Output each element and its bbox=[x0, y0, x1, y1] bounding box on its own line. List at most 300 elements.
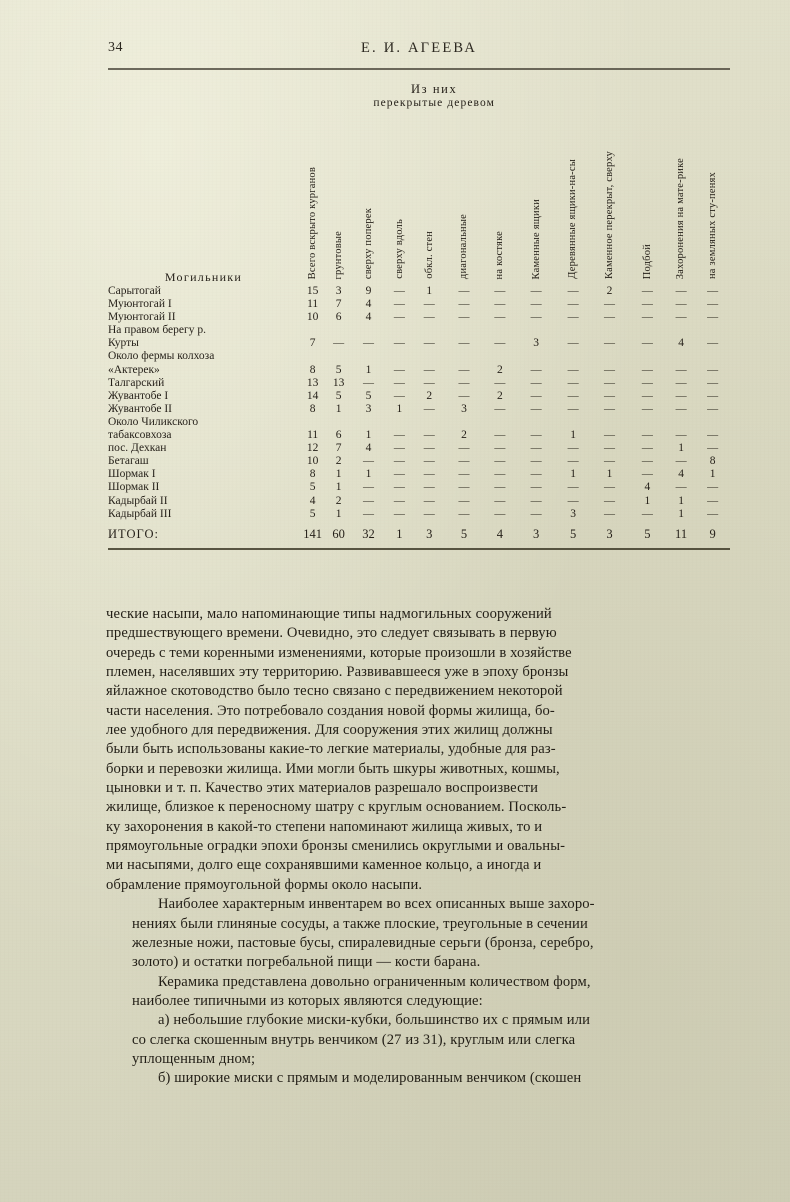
cell-value: — bbox=[641, 442, 653, 455]
cell-value: — bbox=[494, 337, 506, 350]
cell-value: — bbox=[393, 337, 405, 350]
cell-value: 1 bbox=[678, 507, 684, 520]
text-line: уплощенным дном; bbox=[132, 1050, 256, 1067]
cell-value: — bbox=[641, 455, 653, 468]
header-derevyannye-yashchiki: Деревянные ящики-на-сы bbox=[567, 159, 579, 279]
header-na-kostyake: на костяке bbox=[494, 230, 506, 279]
cell-value: 3 bbox=[570, 507, 576, 520]
table-header-group-row bbox=[108, 82, 730, 97]
header-mogilniki: Могильники bbox=[164, 270, 243, 284]
cell-value: — bbox=[675, 455, 687, 468]
text-line: обрамление прямоугольной формы около насыпи. bbox=[106, 876, 423, 893]
text-line: яйлажное скотоводство было тесно связано с передвижением некоторой bbox=[106, 683, 563, 700]
header-zahoroneniya-materik: Захоронения на мате-рике bbox=[675, 157, 687, 279]
total-value: 3 bbox=[426, 526, 433, 541]
cell-value: 8 bbox=[309, 468, 316, 481]
cell-value: — bbox=[530, 468, 542, 481]
body-text bbox=[106, 605, 690, 1089]
cell-value: — bbox=[393, 389, 405, 402]
cell-value: — bbox=[707, 429, 719, 442]
cell-value: — bbox=[494, 481, 506, 494]
cell-value: — bbox=[362, 455, 374, 468]
cell-mogilnik-name: Жувантобе II bbox=[108, 402, 172, 415]
cell-value: — bbox=[641, 468, 653, 481]
cell-value: 1 bbox=[365, 429, 372, 442]
cell-value: — bbox=[423, 429, 435, 442]
cell-value: — bbox=[567, 311, 579, 324]
cell-value: — bbox=[458, 442, 470, 455]
cell-value: — bbox=[603, 376, 615, 389]
cell-mogilnik-name: Бетагаш bbox=[108, 455, 149, 468]
cell-value: — bbox=[423, 337, 435, 350]
cell-value: — bbox=[567, 298, 579, 311]
cell-value: 5 bbox=[335, 363, 342, 376]
cell-value: 11 bbox=[307, 429, 319, 442]
cell-value: — bbox=[458, 455, 470, 468]
text-line: борки и перевозки жилища. Ими могли быть шкуры животных, кошмы, bbox=[106, 760, 560, 777]
cell-value: 4 bbox=[309, 494, 316, 507]
cell-value: — bbox=[423, 311, 435, 324]
cell-mogilnik-name: пос. Дехкан bbox=[108, 442, 167, 455]
cell-mogilnik-name: табаксовхоза bbox=[108, 429, 172, 442]
cell-value: 2 bbox=[335, 494, 342, 507]
table-total-row bbox=[108, 521, 730, 548]
cell-value: 2 bbox=[335, 455, 342, 468]
cell-value: — bbox=[393, 468, 405, 481]
total-value: 5 bbox=[460, 526, 468, 541]
cell-value: 1 bbox=[709, 468, 716, 481]
cell-value: 1 bbox=[678, 494, 684, 507]
total-value: 60 bbox=[332, 526, 345, 541]
cell-value: 9 bbox=[365, 285, 372, 297]
cell-value: 10 bbox=[306, 455, 319, 468]
cell-value: — bbox=[707, 481, 719, 494]
cell-value: — bbox=[530, 389, 542, 402]
cell-value: — bbox=[603, 455, 615, 468]
cell-value: — bbox=[675, 298, 687, 311]
cell-value: — bbox=[603, 481, 615, 494]
cell-value: — bbox=[675, 429, 687, 442]
header-na-zemlyanyh-stupenyah: на земляных сту-пенях bbox=[706, 171, 718, 279]
cell-value: — bbox=[567, 285, 579, 297]
cell-value: — bbox=[423, 298, 435, 311]
cell-value: 5 bbox=[365, 389, 372, 402]
cell-value: 7 bbox=[335, 442, 342, 455]
cell-value: — bbox=[603, 311, 615, 324]
text-line: Наиболее характерным инвентарем во всех описанных выше захоро- bbox=[158, 896, 595, 913]
cell-value: 15 bbox=[306, 285, 319, 297]
cell-value: — bbox=[603, 442, 615, 455]
cell-value: 3 bbox=[335, 285, 342, 297]
cell-value: — bbox=[393, 442, 405, 455]
table-row bbox=[108, 481, 730, 494]
header-kamennoe-perekrytie: Каменное перекрыт, сверху bbox=[603, 151, 615, 279]
total-value: 4 bbox=[496, 526, 503, 541]
cell-value: — bbox=[530, 402, 542, 415]
text-line: б) широкие миски с прямым и моделированным венчиком (скошен bbox=[158, 1070, 582, 1087]
table-row bbox=[108, 455, 730, 468]
cell-mogilnik-name: Кадырбай III bbox=[108, 507, 172, 520]
cell-value: — bbox=[458, 376, 470, 389]
paragraph bbox=[106, 1011, 690, 1069]
cell-value: — bbox=[362, 337, 374, 350]
cell-mogilnik-name: На правом берегу р. bbox=[108, 324, 206, 337]
text-line: Керамика представлена довольно ограниченным количеством форм, bbox=[158, 973, 591, 990]
cell-value: 1 bbox=[335, 507, 342, 520]
cell-value: — bbox=[458, 363, 470, 376]
text-line: жилище, близкое к переносному шатру с круглым основанием. Посколь- bbox=[106, 799, 567, 816]
table-body bbox=[108, 285, 730, 521]
total-label: ИТОГО: bbox=[108, 526, 159, 541]
cell-value: — bbox=[423, 494, 435, 507]
header-group-perekrytye: перекрытые деревом bbox=[373, 97, 495, 109]
text-line: железные ножи, пастовые бусы, спиралевидные серьги (бронза, серебро, bbox=[132, 934, 594, 951]
cell-value: — bbox=[530, 507, 542, 520]
cell-value: — bbox=[494, 468, 506, 481]
table-row bbox=[108, 285, 730, 298]
cell-value: — bbox=[423, 455, 435, 468]
text-line: наиболее типичными из которых являются следующие: bbox=[132, 992, 483, 1009]
cell-value: — bbox=[675, 311, 687, 324]
cell-value: — bbox=[567, 337, 579, 350]
cell-value: — bbox=[641, 507, 653, 520]
cell-value: — bbox=[393, 507, 405, 520]
cell-value: — bbox=[362, 481, 374, 494]
cell-value: — bbox=[603, 389, 615, 402]
cell-value: — bbox=[393, 376, 405, 389]
cell-value: 2 bbox=[496, 363, 503, 376]
cell-value: 8 bbox=[309, 402, 316, 415]
cell-value: — bbox=[567, 376, 579, 389]
cell-value: 1 bbox=[426, 285, 433, 297]
cell-mogilnik-name: Курты bbox=[108, 337, 139, 350]
cell-value: 4 bbox=[365, 442, 372, 455]
cell-value: — bbox=[603, 402, 615, 415]
cell-value: — bbox=[458, 481, 470, 494]
cell-value: 1 bbox=[606, 468, 613, 481]
table-row bbox=[108, 324, 730, 337]
cell-value: — bbox=[393, 429, 405, 442]
table-row bbox=[108, 416, 730, 429]
text-line: ку захоронения в какой-то степени напоминают жилища живых, то и bbox=[106, 818, 543, 835]
cell-mogilnik-name: Муюнтогай I bbox=[108, 298, 172, 311]
cell-value: — bbox=[641, 402, 653, 415]
text-line: предшествующего времени. Очевидно, это следует связывать в первую bbox=[106, 625, 557, 642]
header-podboy: Подбой bbox=[641, 243, 653, 279]
total-value: 141 bbox=[303, 526, 322, 541]
cell-value: — bbox=[603, 363, 615, 376]
cell-value: — bbox=[675, 402, 687, 415]
table-row bbox=[108, 508, 730, 521]
cell-value: 1 bbox=[335, 468, 342, 481]
cell-value: 5 bbox=[335, 389, 342, 402]
cell-value: 6 bbox=[335, 429, 342, 442]
cell-value: — bbox=[393, 494, 405, 507]
cell-value: 5 bbox=[309, 481, 316, 494]
total-value: 9 bbox=[709, 526, 716, 541]
header-sverhu-vdol: сверху вдоль bbox=[393, 219, 405, 279]
table-row bbox=[108, 442, 730, 455]
table-row bbox=[108, 298, 730, 311]
cell-value: — bbox=[707, 337, 719, 350]
cell-value: 1 bbox=[396, 402, 403, 415]
cell-value: — bbox=[494, 442, 506, 455]
header-diagonalnye: диагональные bbox=[458, 213, 470, 279]
cell-value: — bbox=[707, 285, 719, 297]
cell-value: — bbox=[494, 429, 506, 442]
cell-value: — bbox=[707, 376, 719, 389]
cell-value: 14 bbox=[306, 389, 319, 402]
paragraph bbox=[106, 605, 690, 895]
cell-value: — bbox=[567, 442, 579, 455]
cell-value: 3 bbox=[365, 402, 372, 415]
cell-value: 5 bbox=[309, 507, 316, 520]
cell-value: 13 bbox=[306, 376, 319, 389]
kurgan-table-container bbox=[108, 82, 730, 550]
page-number: 34 bbox=[108, 40, 123, 55]
cell-value: 1 bbox=[570, 468, 576, 481]
total-value: 3 bbox=[606, 526, 613, 541]
table-row bbox=[108, 468, 730, 481]
header-group-iz-nih: Из них bbox=[410, 82, 458, 96]
cell-value: — bbox=[494, 298, 506, 311]
cell-value: — bbox=[458, 468, 470, 481]
cell-value: 1 bbox=[644, 494, 651, 507]
total-value: 3 bbox=[533, 526, 540, 541]
cell-value: — bbox=[333, 337, 345, 350]
cell-value: 8 bbox=[709, 455, 716, 468]
cell-value: 4 bbox=[644, 481, 651, 494]
cell-value: — bbox=[458, 285, 470, 297]
cell-value: — bbox=[707, 389, 719, 402]
cell-value: 13 bbox=[332, 376, 345, 389]
cell-value: 4 bbox=[365, 311, 372, 324]
cell-value: — bbox=[362, 376, 374, 389]
table-row bbox=[108, 311, 730, 324]
cell-value: — bbox=[423, 402, 435, 415]
cell-value: — bbox=[707, 494, 719, 507]
cell-value: — bbox=[641, 429, 653, 442]
cell-value: — bbox=[530, 298, 542, 311]
text-line: а) небольшие глубокие миски-кубки, большинство их с прямым или bbox=[158, 1012, 591, 1029]
cell-value: 4 bbox=[365, 298, 372, 311]
cell-value: 2 bbox=[461, 429, 467, 442]
cell-value: — bbox=[567, 389, 579, 402]
text-line: ческие насыпи, мало напоминающие типы надмогильных сооружений bbox=[106, 606, 552, 622]
cell-value: — bbox=[603, 429, 615, 442]
cell-value: — bbox=[393, 481, 405, 494]
table-row bbox=[108, 377, 730, 390]
cell-value: — bbox=[567, 402, 579, 415]
cell-value: — bbox=[393, 363, 405, 376]
header-obkl-sten: обкл. стен bbox=[423, 231, 435, 279]
cell-value: — bbox=[675, 376, 687, 389]
cell-value: — bbox=[567, 363, 579, 376]
cell-value: — bbox=[707, 507, 719, 520]
cell-value: — bbox=[567, 481, 579, 494]
cell-value: — bbox=[603, 507, 615, 520]
cell-value: — bbox=[603, 337, 615, 350]
cell-mogilnik-name: Шормак I bbox=[108, 468, 156, 481]
total-value: 11 bbox=[675, 526, 688, 541]
cell-value: 1 bbox=[678, 442, 684, 455]
header-sverhu-poperek: сверху поперек bbox=[362, 207, 374, 279]
cell-value: — bbox=[494, 402, 506, 415]
table-row bbox=[108, 495, 730, 508]
cell-value: — bbox=[641, 376, 653, 389]
cell-value: — bbox=[641, 363, 653, 376]
paragraph bbox=[106, 895, 690, 972]
cell-value: — bbox=[362, 507, 374, 520]
cell-value: — bbox=[641, 389, 653, 402]
cell-value: — bbox=[707, 363, 719, 376]
cell-value: — bbox=[458, 311, 470, 324]
cell-value: — bbox=[641, 337, 653, 350]
cell-value: — bbox=[530, 455, 542, 468]
cell-value: — bbox=[530, 363, 542, 376]
table-bottom-rule bbox=[108, 548, 730, 550]
cell-mogilnik-name: Муюнтогай II bbox=[108, 311, 176, 324]
cell-value: — bbox=[675, 363, 687, 376]
cell-mogilnik-name: Сарытогай bbox=[108, 285, 161, 297]
cell-value: — bbox=[423, 376, 435, 389]
cell-value: 1 bbox=[570, 429, 576, 442]
cell-value: — bbox=[494, 494, 506, 507]
cell-value: — bbox=[494, 285, 506, 297]
cell-value: 2 bbox=[426, 389, 433, 402]
cell-value: 3 bbox=[533, 337, 540, 350]
cell-mogilnik-name: Талгарский bbox=[108, 376, 165, 389]
cell-value: — bbox=[530, 311, 542, 324]
cell-value: — bbox=[393, 285, 405, 297]
cell-value: — bbox=[530, 442, 542, 455]
cell-value: — bbox=[458, 389, 470, 402]
cell-value: — bbox=[530, 494, 542, 507]
cell-value: — bbox=[362, 494, 374, 507]
cell-value: — bbox=[423, 442, 435, 455]
cell-value: — bbox=[423, 363, 435, 376]
cell-mogilnik-name: Около Чиликского bbox=[108, 415, 199, 428]
cell-value: — bbox=[530, 285, 542, 297]
cell-value: — bbox=[530, 429, 542, 442]
cell-value: 6 bbox=[335, 311, 342, 324]
table-total-body bbox=[108, 521, 730, 548]
cell-value: 4 bbox=[678, 337, 684, 350]
cell-mogilnik-name: Кадырбай II bbox=[108, 494, 168, 507]
cell-value: — bbox=[675, 285, 687, 297]
cell-value: — bbox=[494, 376, 506, 389]
text-line: лее удобного для передвижения. Для сооружения этих жилищ должны bbox=[106, 722, 553, 739]
header-gruntovye: грунтовые bbox=[332, 230, 344, 279]
text-line: были быть использованы какие-то легкие материалы, удобные для раз- bbox=[106, 741, 556, 758]
cell-value: 1 bbox=[365, 363, 372, 376]
cell-mogilnik-name: Жувантобе I bbox=[108, 389, 169, 402]
cell-value: — bbox=[458, 337, 470, 350]
cell-value: 11 bbox=[307, 298, 319, 311]
cell-value: — bbox=[393, 455, 405, 468]
cell-value: 1 bbox=[365, 468, 372, 481]
cell-value: — bbox=[707, 311, 719, 324]
cell-value: — bbox=[641, 285, 653, 297]
text-line: нениях были глиняные сосуды, а также плоские, треугольные в сечении bbox=[132, 915, 588, 932]
cell-mogilnik-name: «Актерек» bbox=[108, 363, 160, 376]
cell-value: 7 bbox=[335, 298, 342, 311]
cell-value: — bbox=[530, 481, 542, 494]
cell-value: 1 bbox=[335, 481, 342, 494]
cell-value: 1 bbox=[335, 402, 342, 415]
cell-value: — bbox=[530, 376, 542, 389]
cell-value: 8 bbox=[309, 363, 316, 376]
cell-value: — bbox=[603, 494, 615, 507]
text-line: цыновки и т. п. Качество этих материалов разрешало воспроизвести bbox=[106, 780, 539, 797]
cell-value: — bbox=[494, 311, 506, 324]
cell-value: — bbox=[423, 481, 435, 494]
table-row bbox=[108, 403, 730, 416]
text-line: племен, населявших эту территорию. Развивавшееся уже в эпоху бронзы bbox=[106, 664, 569, 681]
cell-value: — bbox=[458, 298, 470, 311]
total-value: 5 bbox=[644, 526, 651, 541]
cell-mogilnik-name: Около фермы колхоза bbox=[108, 350, 215, 363]
header-rule bbox=[108, 68, 730, 70]
cell-value: — bbox=[707, 402, 719, 415]
cell-value: 12 bbox=[306, 442, 319, 455]
cell-value: 4 bbox=[678, 468, 684, 481]
cell-value: 2 bbox=[606, 285, 613, 297]
cell-value: — bbox=[458, 507, 470, 520]
cell-value: 3 bbox=[461, 402, 467, 415]
author-name: Е. И. АГЕЕВА bbox=[360, 40, 478, 56]
cell-mogilnik-name: Шормак II bbox=[108, 481, 160, 494]
total-value: 5 bbox=[569, 526, 577, 541]
header-total-kurgans: Всего вскрыто курганов bbox=[306, 166, 318, 279]
cell-value: — bbox=[567, 455, 579, 468]
cell-value: — bbox=[603, 298, 615, 311]
total-value: 1 bbox=[396, 526, 403, 541]
total-value: 32 bbox=[362, 526, 375, 541]
text-line: части населения. Это потребовало создания новой формы жилища, бо- bbox=[106, 702, 555, 719]
text-line: прямоугольные оградки эпохи бронзы сменились округлыми и овальны- bbox=[106, 838, 566, 855]
cell-value: 10 bbox=[306, 311, 319, 324]
table-row bbox=[108, 350, 730, 363]
cell-value: — bbox=[707, 298, 719, 311]
cell-value: — bbox=[423, 468, 435, 481]
cell-value: — bbox=[567, 494, 579, 507]
cell-value: — bbox=[494, 507, 506, 520]
paragraph bbox=[106, 1069, 690, 1088]
text-line: очередь с теми коренными изменениями, которые произошли в хозяйстве bbox=[106, 644, 572, 661]
cell-value: 7 bbox=[309, 337, 316, 350]
cell-value: — bbox=[458, 494, 470, 507]
cell-value: 2 bbox=[496, 389, 503, 402]
text-line: со слегка скошенным внутрь венчиком (27 из 31), круглым или слегка bbox=[132, 1031, 576, 1048]
cell-value: — bbox=[494, 455, 506, 468]
paragraph bbox=[106, 973, 690, 1012]
cell-value: — bbox=[675, 481, 687, 494]
cell-value: — bbox=[423, 507, 435, 520]
kurgan-table bbox=[108, 82, 730, 548]
text-line: ми насыпями, долго еще сохранявшими каменное кольцо, а иногда и bbox=[106, 857, 542, 874]
cell-value: — bbox=[641, 298, 653, 311]
cell-value: — bbox=[393, 311, 405, 324]
cell-value: — bbox=[675, 389, 687, 402]
cell-value: — bbox=[707, 442, 719, 455]
cell-value: — bbox=[641, 311, 653, 324]
cell-value: — bbox=[393, 298, 405, 311]
running-head bbox=[108, 40, 730, 60]
header-kamennye-yashchiki: Каменные ящики bbox=[530, 198, 542, 279]
text-line: золото) и остатки погребальной пищи — кости барана. bbox=[132, 954, 481, 971]
table-row bbox=[108, 390, 730, 403]
